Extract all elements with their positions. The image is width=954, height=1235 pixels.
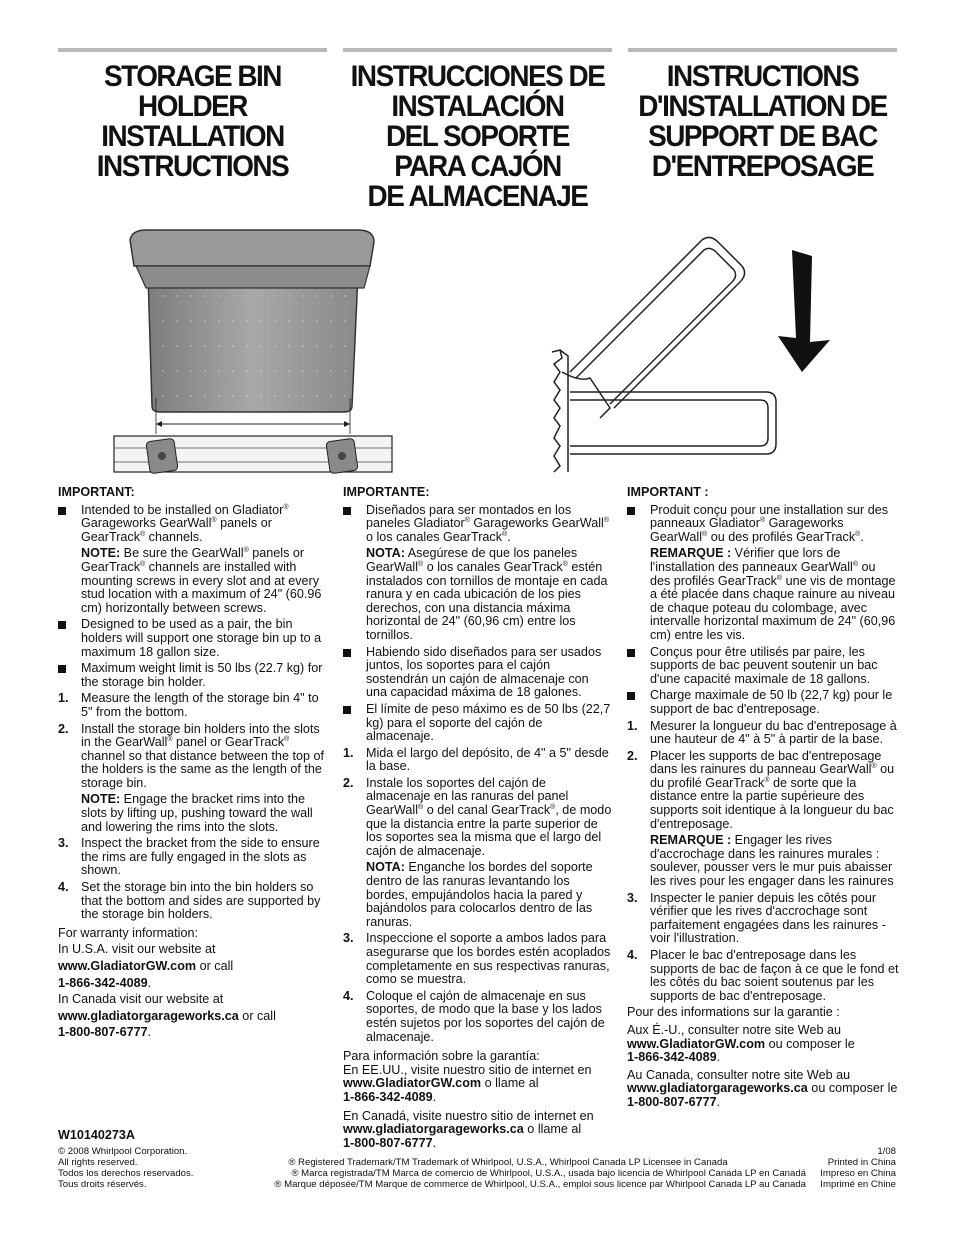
part-number: W10140273A — [58, 1128, 136, 1142]
warranty-line: www.GladiatorGW.com or call — [58, 959, 234, 973]
note: REMARQUE : Engager les rives d'accrochage dans les rainures murales : soulever, pousser vers le mur puis abaisser les rives pour les engager dans les rainures — [650, 833, 894, 889]
step-item: 1. Mida el largo del depósito, de 4" a 5" desde la base. — [343, 745, 609, 774]
step-item: 4. Set the storage bin into the bin holders so that the bottom and sides are supported by the storage bin holders. — [58, 880, 321, 922]
header-rule-english — [58, 48, 327, 52]
header-rule-french — [628, 48, 897, 52]
storage-bin-illustration — [112, 226, 394, 476]
important-heading: IMPORTANTE: — [343, 485, 430, 499]
warranty-line: En EE.UU., visite nuestro sitio de internet en www.GladiatorGW.com o llame al — [343, 1062, 592, 1091]
step-item: 3. Inspeccione el soporte a ambos lados para asegurarse que los bordes estén acoplados completamente en sus respectivas ranuras, como se muestra. — [343, 931, 611, 987]
column-french — [627, 486, 899, 1110]
title-french: INSTRUCTIONS D'INSTALLATION DE SUPPORT DE BAC D'ENTREPOSAGE — [638, 60, 887, 183]
warranty-line: For warranty information: — [58, 925, 198, 940]
note: NOTE: Be sure the GearWall® panels or GearTrack® channels are installed with mounting screws in every slot and at every stud location with a maximum of 24" (60.96 cm) horizontally between screws. — [81, 546, 322, 615]
column-english — [58, 486, 326, 1041]
warranty-line: Para información sobre la garantía: — [343, 1049, 540, 1064]
bullet-item: Diseñados para ser montados en los paneles Gladiator® Garageworks GearWall® o los canales GearTrack®. — [343, 504, 613, 545]
step-item: 4. Placer le bac d'entreposage dans les supports de bac de façon à ce que le fond et les côtés du bac soient soutenus par les supports de bac d'entreposage. — [627, 948, 899, 1003]
step-item: 2. Instale los soportes del cajón de almacenaje en las ranuras del panel GearWall® o del canal GearTrack®, de modo que la distancia entre la parte superior de los soportes sea la misma que el largo del cajón de almacenaje. — [343, 775, 612, 858]
step-item: 3. Inspecter le panier depuis les côtés pour vérifier que les rives d'accrochage sont parfaitement engagées dans les rainures - voir l'illustration. — [627, 890, 886, 946]
warranty-line: In Canada visit our website at — [58, 992, 224, 1007]
warranty-line: In U.S.A. visit our website at — [58, 942, 216, 957]
step-item: 2. Install the storage bin holders into the slots in the GearWall® panel or GearTrack® channel so that distance between the top of the holders is the same as the length of the storage bin. — [58, 721, 324, 790]
note: NOTA: Asegúrese de que los paneles GearWall® o los canales GearTrack® estén instalados con tornillos de montaje en cada ranura y en cada ubicación de los pies derechos, con una distancia máxima horizontal de 24" (60,96 cm) entre los tornillos. — [366, 546, 608, 642]
important-heading: IMPORTANT: — [58, 485, 135, 499]
warranty-line: Aux É.-U., consulter notre site Web au www.GladiatorGW.com ou composer le — [627, 1022, 855, 1051]
bullet-item: Charge maximale de 50 lb (22,7 kg) pour le support de bac d'entreposage. — [627, 689, 899, 716]
warranty-line: En Canadá, visite nuestro sitio de internet en www.gladiatorgarageworks.ca o llame al — [343, 1108, 594, 1137]
warranty-line: 1-866-342-4089. — [627, 1050, 721, 1065]
bullet-item: Habiendo sido diseñados para ser usados juntos, los soportes para el cajón sostendrán un cajón de almacenaje con una capacidad máxima de 18 galones. — [343, 646, 613, 700]
bullet-item: Conçus pour être utilisés par paire, les supports de bac peuvent soutenir un bac d'une capacité maximale de 18 gallons. — [627, 646, 899, 687]
bullet-item: Maximum weight limit is 50 lbs (22.7 kg) for the storage bin holder. — [58, 662, 326, 689]
bullet-item: Designed to be used as a pair, the bin holders will support one storage bin up to a maximum 18 gallon size. — [58, 618, 326, 659]
warranty-line: Pour des informations sur la garantie : — [627, 1005, 840, 1020]
footer-left: © 2008 Whirlpool Corporation. All rights reserved. Todos los derechos reservados. Tous droits réservés. — [58, 1146, 194, 1190]
column-spanish — [343, 486, 613, 1150]
warranty-info — [343, 1050, 613, 1150]
header-rule-spanish — [343, 48, 612, 52]
note: REMARQUE : Vérifier que lors de l'installation des panneaux GearWall® ou des profilés GearTrack® une vis de montage a été placée dans chaque rainure au niveau de chaque poteau du colombage, avec intervalle horizontal maximum de 24" (60,96 cm) entre les vis. — [650, 546, 896, 642]
warranty-line: 1-866-342-4089. — [343, 1089, 437, 1104]
warranty-info — [627, 1006, 899, 1109]
bullet-item: El límite de peso máximo es de 50 lbs (22,7 kg) para el soporte del cajón de almacenaje. — [343, 703, 613, 744]
bullet-item: Intended to be installed on Gladiator® Garageworks GearWall® panels or GearTrack® channels. — [58, 504, 326, 545]
step-item: 2. Placer les supports de bac d'entreposage dans les rainures du panneau GearWall® ou du profilé GearTrack® de sorte que la distance entre la partie supérieure des supports soit identique à la longueur du bac d'entreposage. — [627, 748, 895, 831]
bracket-side-view-illustration — [540, 232, 840, 477]
warranty-line: 1-800-807-6777. — [58, 1025, 152, 1040]
warranty-line: www.gladiatorgarageworks.ca or call — [58, 1008, 276, 1023]
step-item: 3. Inspect the bracket from the side to ensure the rims are fully engaged in the slots as shown. — [58, 836, 320, 878]
footer-trademarks: ® Registered Trademark/TM Trademark of Whirlpool, U.S.A., Whirlpool Canada LP Licensee in Canada ® Marca registrada/TM Marca de comercio de Whirlpool, U.S.A., usada bajo licencia de Whirlpool Canada LP en Canadá ® Marque déposée/TM Marque de commerce de Whirlpool, U.S.A., emploi sous licence par Whirlpool Canada LP au Canada — [274, 1157, 806, 1190]
warranty-line: 1-800-807-6777. — [343, 1135, 437, 1150]
bullet-item: Produit conçu pour une installation sur des panneaux Gladiator® Garageworks GearWall® ou des profilés GearTrack®. — [627, 504, 899, 545]
print-date: 1/08 — [877, 1146, 896, 1157]
warranty-info — [58, 925, 326, 1041]
title-english: STORAGE BIN HOLDER INSTALLATION INSTRUCTIONS — [96, 60, 289, 183]
step-item: 4. Coloque el cajón de almacenaje en sus soportes, de modo que la base y los lados estén sujetos por los soportes del cajón de almacenaje. — [343, 988, 605, 1044]
note: NOTE: Engage the bracket rims into the slots by lifting up, pushing toward the wall and lowering the rims into the slots. — [81, 792, 313, 834]
title-spanish: INSTRUCCIONES DE INSTALACIÓN DEL SOPORTE PARA CAJÓN DE ALMACENAJE — [350, 60, 605, 213]
footer-right: 1/08 Printed in China Impreso en China Imprimé en Chine — [790, 1146, 896, 1190]
warranty-line: Au Canada, consulter notre site Web au www.gladiatorgarageworks.ca ou composer le 1-800-807-6777. — [627, 1067, 898, 1109]
important-heading: IMPORTANT : — [627, 485, 709, 499]
note: NOTA: Enganche los bordes del soporte dentro de las ranuras levantando los bordes, empujándolos hacia la pared y bajándolos para colocarlos dentro de las ranuras. — [366, 860, 593, 929]
step-item: 1. Measure the length of the storage bin 4" to 5" from the bottom. — [58, 691, 319, 719]
copyright: © 2008 Whirlpool Corporation. — [58, 1146, 188, 1157]
step-item: 1. Mesurer la longueur du bac d'entreposage à une hauteur de 4" à 5" à partir de la base. — [627, 718, 897, 747]
warranty-line: 1-866-342-4089. — [58, 975, 152, 990]
